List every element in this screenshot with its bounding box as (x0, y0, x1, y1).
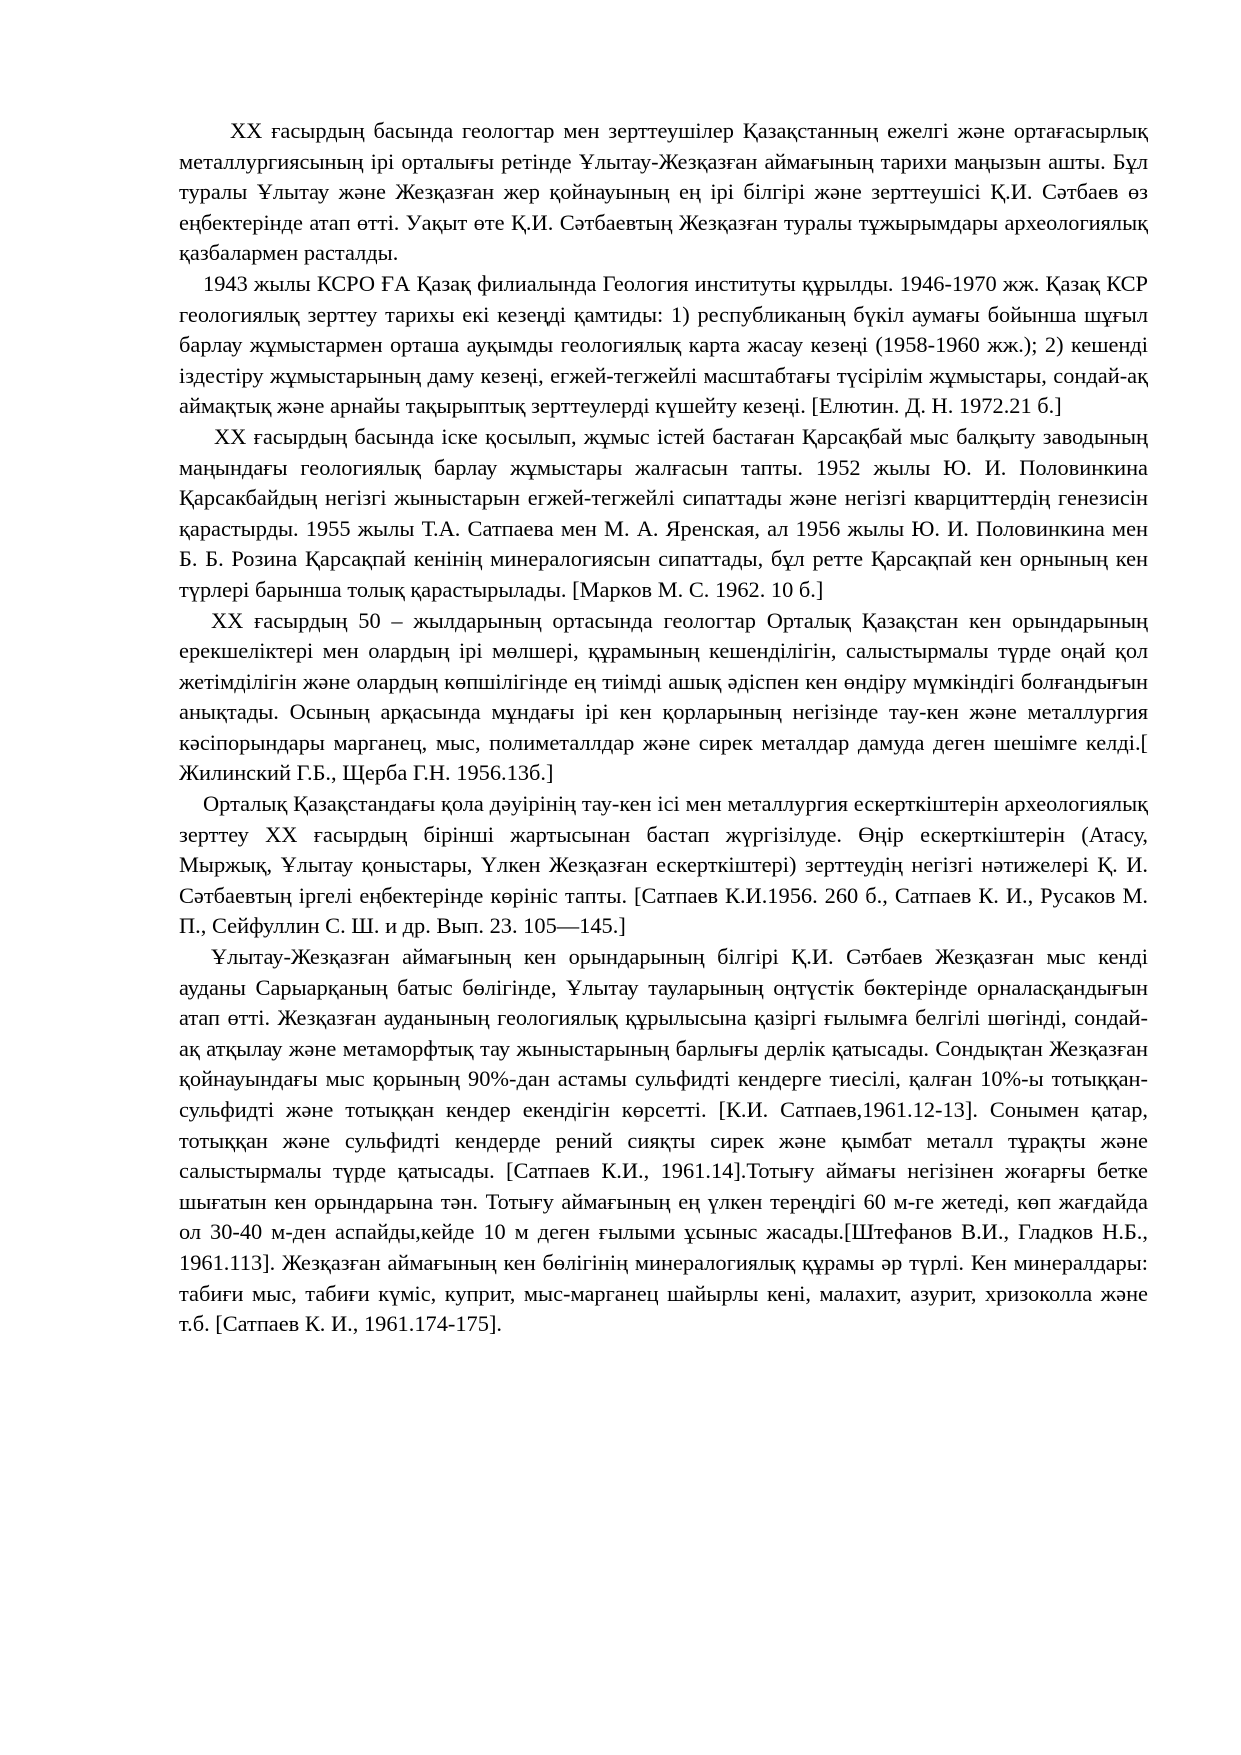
paragraph-5: Орталық Қазақстандағы қола дәуірінің тау-кен ісі мен металлургия ескерткіштерін археологиялық зерттеу XX ғасырдың бірінші жартысынан бастап жүргізілуде. Өңір ескерткіштерін (Атасу, Мыржық, Ұлытау қоныстары, Үлкен Жезқазған ескерткіштері) зерттеудің негізгі нәтижелері Қ. И. Сәтбаевтың іргелі еңбектерінде көрініс тапты. [Сатпаев К.И.1956. 260 б., Сатпаев К. И., Русаков М. П., Сейфуллин С. Ш. и др. Вып. 23. 105—145.] (179, 791, 1148, 939)
paragraph-6: Ұлытау-Жезқазған аймағының кен орындарының білгірі Қ.И. Сәтбаев Жезқазған мыс кенді ауданы Сарыарқаның батыс бөлігінде, Ұлытау тауларының оңтүстік бөктерінде орналасқандығын атап өтті. Жезқазған ауданының геологиялық құрылысына қазіргі ғылымға белгілі шөгінді, сондай-ақ атқылау және метаморфтық тау жыныстарының барлығы дерлік қатысады. Сондықтан Жезқазған қойнауындағы мыс қорының 90%-дан астамы сульфидті кендерге тиесілі, қалған 10%-ы тотыққан-сульфидті және тотыққан кендер екендігін көрсетті. [К.И. Сатпаев,1961.12-13]. Сонымен қатар, тотыққан және сульфидті кендерде рений сияқты сирек және қымбат металл тұрақты және салыстырмалы түрде қатысады. [Сатпаев К.И., 1961.14].Тотығу аймағы негізінен жоғарғы бетке шығатын кен орындарына тән. Тотығу аймағының ең үлкен тереңдігі 60 м-ге жетеді, көп жағдайда ол 30-40 м-ден аспайды,кейде 10 м деген ғылыми ұсыныс жасады.[Штефанов В.И., Гладков Н.Б., 1961.113]. Жезқазған аймағының кен бөлігінің минералогиялық құрамы әр түрлі. Кен минералдары: табиғи мыс, табиғи күміс, куприт, мыс-марганец шайырлы кені, малахит, азурит, хризоколла және т.б. [Сатпаев К. И., 1961.174-175]. (179, 944, 1148, 1337)
body-text (179, 116, 1148, 1340)
paragraph-3: XX ғасырдың басында іске қосылып, жұмыс істей бастаған Қарсақбай мыс балқыту заводының маңындағы геологиялық барлау жұмыстары жалғасын тапты. 1952 жылы Ю. И. Половинкина Қарсакбайдың негізгі жыныстарын егжей-тегжейлі сипаттады және негізгі кварциттердің генезисін қарастырды. 1955 жылы Т.А. Сатпаева мен М. А. Яренская, ал 1956 жылы Ю. И. Половинкина мен Б. Б. Розина Қарсақпай кенінің минералогиясын сипаттады, бұл ретте Қарсақпай кен орнының кен түрлері барынша толық қарастырылады. [Марков М. С. 1962. 10 б.] (179, 423, 1148, 602)
paragraph-1: XX ғасырдың басында геологтар мен зерттеушілер Қазақстанның ежелгі және ортағасырлық металлургиясының ірі орталығы ретінде Ұлытау-Жезқазған аймағының тарихи маңызын ашты. Бұл туралы Ұлытау және Жезқазған жер қойнауының ең ірі білгірі және зерттеушісі Қ.И. Сәтбаев өз еңбектерінде атап өтті. Уақыт өте Қ.И. Сәтбаевтың Жезқазған туралы тұжырымдары археологиялық қазбалармен расталды. (179, 118, 1148, 266)
paragraph-4: XX ғасырдың 50 – жылдарының ортасында геологтар Орталық Қазақстан кен орындарының ерекшеліктері мен олардың ірі мөлшері, құрамының кешенділігін, салыстырмалы түрде оңай қол жетімділігін және олардың көпшілігінде ең тиімді ашық әдіспен кен өндіру мүмкіндігі болғандығын анықтады. Осының арқасында мұндағы ірі кен қорларының негізінде тау-кен және металлургия кәсіпорындары марганец, мыс, полиметаллдар және сирек металдар дамуда деген шешімге келді.[ Жилинский Г.Б., Щерба Г.Н. 1956.13б.] (179, 607, 1148, 786)
paragraph-2: 1943 жылы КСРО ҒА Қазақ филиалында Геология институты құрылды. 1946-1970 жж. Қазақ КСР геологиялық зерттеу тарихы екі кезеңді қамтиды: 1) республиканың бүкіл аумағы бойынша шұғыл барлау жұмыстармен орташа ауқымды геологиялық карта жасау кезеңі (1958-1960 жж.); 2) кешенді іздестіру жұмыстарының даму кезеңі, егжей-тегжейлі масштабтағы түсірілім жұмыстары, сондай-ақ аймақтық және арнайы тақырыптық зерттеулерді күшейту кезеңі. [Елютин. Д. Н. 1972.21 б.] (179, 270, 1148, 419)
